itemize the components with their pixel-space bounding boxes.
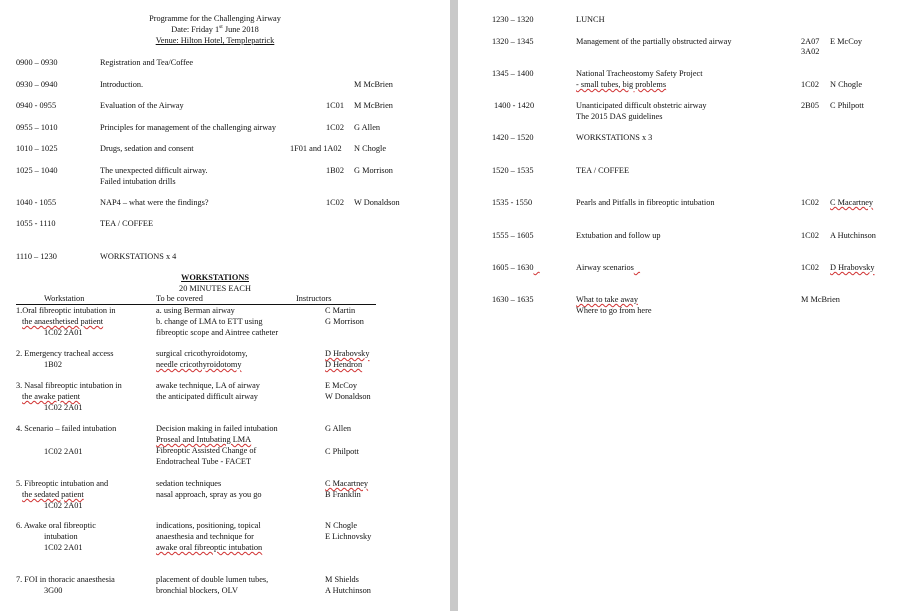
session-room: 1C02	[801, 263, 819, 272]
session-title-line2: - small tubes, big problems	[576, 80, 667, 89]
session-title: WORKSTATIONS x 3	[576, 133, 653, 142]
workstation-topic: indications, positioning, topical	[156, 521, 261, 530]
workstation-name: the awake patient	[22, 392, 81, 401]
session-title: What to take away	[576, 295, 638, 304]
workstation-topic: the anticipated difficult airway	[156, 392, 258, 401]
session-title: The unexpected difficult airway.	[100, 166, 208, 175]
session-title-line2: Failed intubation drills	[100, 177, 176, 186]
session-time: 1520 – 1535	[492, 166, 534, 175]
session-room: 1C02	[801, 80, 819, 89]
session-time: 1055 - 1110	[16, 219, 56, 228]
session-title-line2: Where to go from here	[576, 306, 652, 315]
instructors-header: Instructors	[296, 294, 376, 305]
workstation-instructor: A Hutchinson	[325, 586, 371, 595]
workstation-topic: sedation techniques	[156, 479, 222, 488]
workstation-rooms: 3G00	[44, 586, 63, 595]
session-time: 1420 – 1520	[492, 133, 534, 142]
session-time: 0930 – 0940	[16, 80, 58, 89]
workstation-instructor: D Hendron	[325, 360, 363, 369]
workstation-topic: Fibreoptic Assisted Change of	[156, 446, 257, 455]
session-time: 1605 – 1630	[492, 263, 534, 272]
workstation-name: intubation	[44, 532, 78, 541]
session-time: 0940 - 0955	[16, 101, 57, 110]
session-time: 0955 – 1010	[16, 123, 58, 132]
programme-venue: Venue: Hilton Hotel, Templepatrick	[155, 36, 275, 45]
workstation-topic: awake technique, LA of airway	[156, 381, 260, 390]
workstation-rooms: 1C02 2A01	[44, 403, 83, 412]
session-time: 1345 – 1400	[492, 69, 534, 78]
workstations-title: WORKSTATIONS	[181, 273, 249, 282]
workstation-name: 3. Nasal fibreoptic intubation in	[16, 381, 122, 390]
workstation-topic: fibreoptic scope and Aintree catheter	[156, 328, 279, 337]
session-title: Principles for management of the challenging airway	[100, 123, 277, 132]
workstation-topic: Decision making in failed intubation	[156, 424, 278, 433]
workstation-topic: Proseal and Intubating LMA	[156, 435, 252, 444]
workstation-topic: awake oral fibreoptic intubation	[156, 543, 263, 552]
workstation-name: 2. Emergency tracheal access	[16, 349, 114, 358]
workstation-instructor: C Philpott	[325, 447, 359, 456]
session-room: 2B05	[801, 101, 819, 110]
session-time: 1535 - 1550	[492, 198, 533, 207]
session-speaker: N Chogle	[354, 144, 387, 153]
workstation-topic: bronchial blockers, OLV	[156, 586, 238, 595]
workstation-topic: needle cricothyroidotomy	[156, 360, 242, 369]
workstation-rooms: 1C02 2A01	[44, 501, 83, 510]
workstation-rooms: 1C02 2A01	[44, 328, 83, 337]
workstation-topic: anaesthesia and technique for	[156, 532, 254, 541]
session-speaker: M McBrien	[801, 295, 840, 304]
session-speaker: M McBrien	[354, 80, 393, 89]
session-speaker: W Donaldson	[354, 198, 400, 207]
session-time: 1040 - 1055	[16, 198, 57, 207]
page-gutter	[450, 0, 458, 611]
session-speaker: C Macartney	[830, 198, 874, 207]
session-title: Management of the partially obstructed airway	[576, 37, 732, 46]
workstation-topic: nasal approach, spray as you go	[156, 490, 262, 499]
to-be-covered-header: To be covered	[156, 294, 296, 305]
session-room: 2A07	[801, 37, 820, 46]
session-room: 1B02	[326, 166, 344, 175]
workstation-header: Workstation	[16, 294, 156, 305]
workstation-name: 7. FOI in thoracic anaesthesia	[16, 575, 115, 584]
session-title: Pearls and Pitfalls in fibreoptic intubation	[576, 198, 715, 207]
session-room: 1C02	[326, 198, 344, 207]
workstation-name: 1.Oral fibreoptic intubation in	[16, 306, 116, 315]
session-title: NAP4 – what were the findings?	[100, 198, 209, 207]
session-title: Evaluation of the Airway	[100, 101, 184, 110]
workstation-instructor: M Shields	[325, 575, 359, 584]
session-title: Introduction.	[100, 80, 144, 89]
session-speaker: E McCoy	[830, 37, 863, 46]
session-title: Drugs, sedation and consent	[100, 144, 194, 153]
workstation-instructor: C Macartney	[325, 479, 369, 488]
session-room: 3A02	[801, 47, 820, 56]
session-speaker: C Philpott	[830, 101, 864, 110]
session-time: 1630 – 1635	[492, 295, 534, 304]
session-time: 1400 - 1420	[494, 101, 535, 110]
programme-title: Programme for the Challenging Airway	[149, 14, 281, 23]
workstation-rooms: 1C02 2A01	[44, 543, 83, 552]
session-time: 1320 – 1345	[492, 37, 534, 46]
session-title: Extubation and follow up	[576, 231, 661, 240]
workstation-rooms: 1B02	[44, 360, 62, 369]
workstation-topic: a. using Berman airway	[156, 306, 235, 315]
session-speaker: A Hutchinson	[830, 231, 876, 240]
session-title: Unanticipated difficult obstetric airway	[576, 101, 707, 110]
workstation-instructor: C Martin	[325, 306, 356, 315]
session-room: 1C02	[326, 123, 344, 132]
session-title-line2: The 2015 DAS guidelines	[576, 112, 663, 121]
session-speaker: G Morrison	[354, 166, 393, 175]
session-room: 1C02	[801, 231, 819, 240]
workstation-name: 5. Fibreoptic intubation and	[16, 479, 109, 488]
workstation-name: 4. Scenario – failed intubation	[16, 424, 117, 433]
session-time: 1110 – 1230	[16, 252, 57, 261]
workstation-topic: Endotracheal Tube - FACET	[156, 457, 252, 466]
page-right	[458, 0, 900, 611]
session-speaker: M McBrien	[354, 101, 393, 110]
programme-date: Date: Friday 1st June 2018	[171, 24, 259, 34]
workstation-instructor: E Lichnovsky	[325, 532, 372, 541]
session-title: WORKSTATIONS x 4	[100, 252, 177, 261]
session-title: Registration and Tea/Coffee	[100, 58, 194, 67]
workstation-instructor: D Hrabovsky	[325, 349, 370, 358]
workstation-name: 6. Awake oral fibreoptic	[16, 521, 96, 530]
session-time: 1010 – 1025	[16, 144, 58, 153]
session-room: 1C02	[801, 198, 819, 207]
session-time: 1025 – 1040	[16, 166, 58, 175]
session-room: 1F01 and 1A02	[290, 144, 342, 153]
session-speaker: G Allen	[354, 123, 381, 132]
workstation-instructor: B Franklin	[325, 490, 361, 499]
session-title: National Tracheostomy Safety Project	[576, 69, 703, 78]
session-speaker: D Hrabovsky	[830, 263, 875, 272]
workstation-topic: b. change of LMA to ETT using	[156, 317, 263, 326]
session-time: 0900 – 0930	[16, 58, 58, 67]
session-title: TEA / COFFEE	[576, 166, 630, 175]
workstation-topic: placement of double lumen tubes,	[156, 575, 269, 584]
session-title: Airway scenarios	[576, 263, 634, 272]
session-time: 1230 – 1320	[492, 15, 534, 24]
workstation-instructor: E McCoy	[325, 381, 358, 390]
session-title: TEA / COFFEE	[100, 219, 154, 228]
session-room: 1C01	[326, 101, 344, 110]
workstation-rooms: 1C02 2A01	[44, 447, 83, 456]
workstation-topic: surgical cricothyroidotomy,	[156, 349, 248, 358]
workstation-name: the sedated patient	[22, 490, 84, 499]
workstation-instructor: G Allen	[325, 424, 352, 433]
workstation-name: the anaesthetised patient	[22, 317, 104, 326]
session-title: LUNCH	[576, 15, 605, 24]
session-speaker: N Chogle	[830, 80, 863, 89]
workstation-instructor: G Morrison	[325, 317, 364, 326]
workstation-instructor: N Chogle	[325, 521, 358, 530]
session-time: 1555 – 1605	[492, 231, 534, 240]
workstations-subtitle: 20 MINUTES EACH	[179, 284, 251, 293]
workstation-instructor: W Donaldson	[325, 392, 371, 401]
